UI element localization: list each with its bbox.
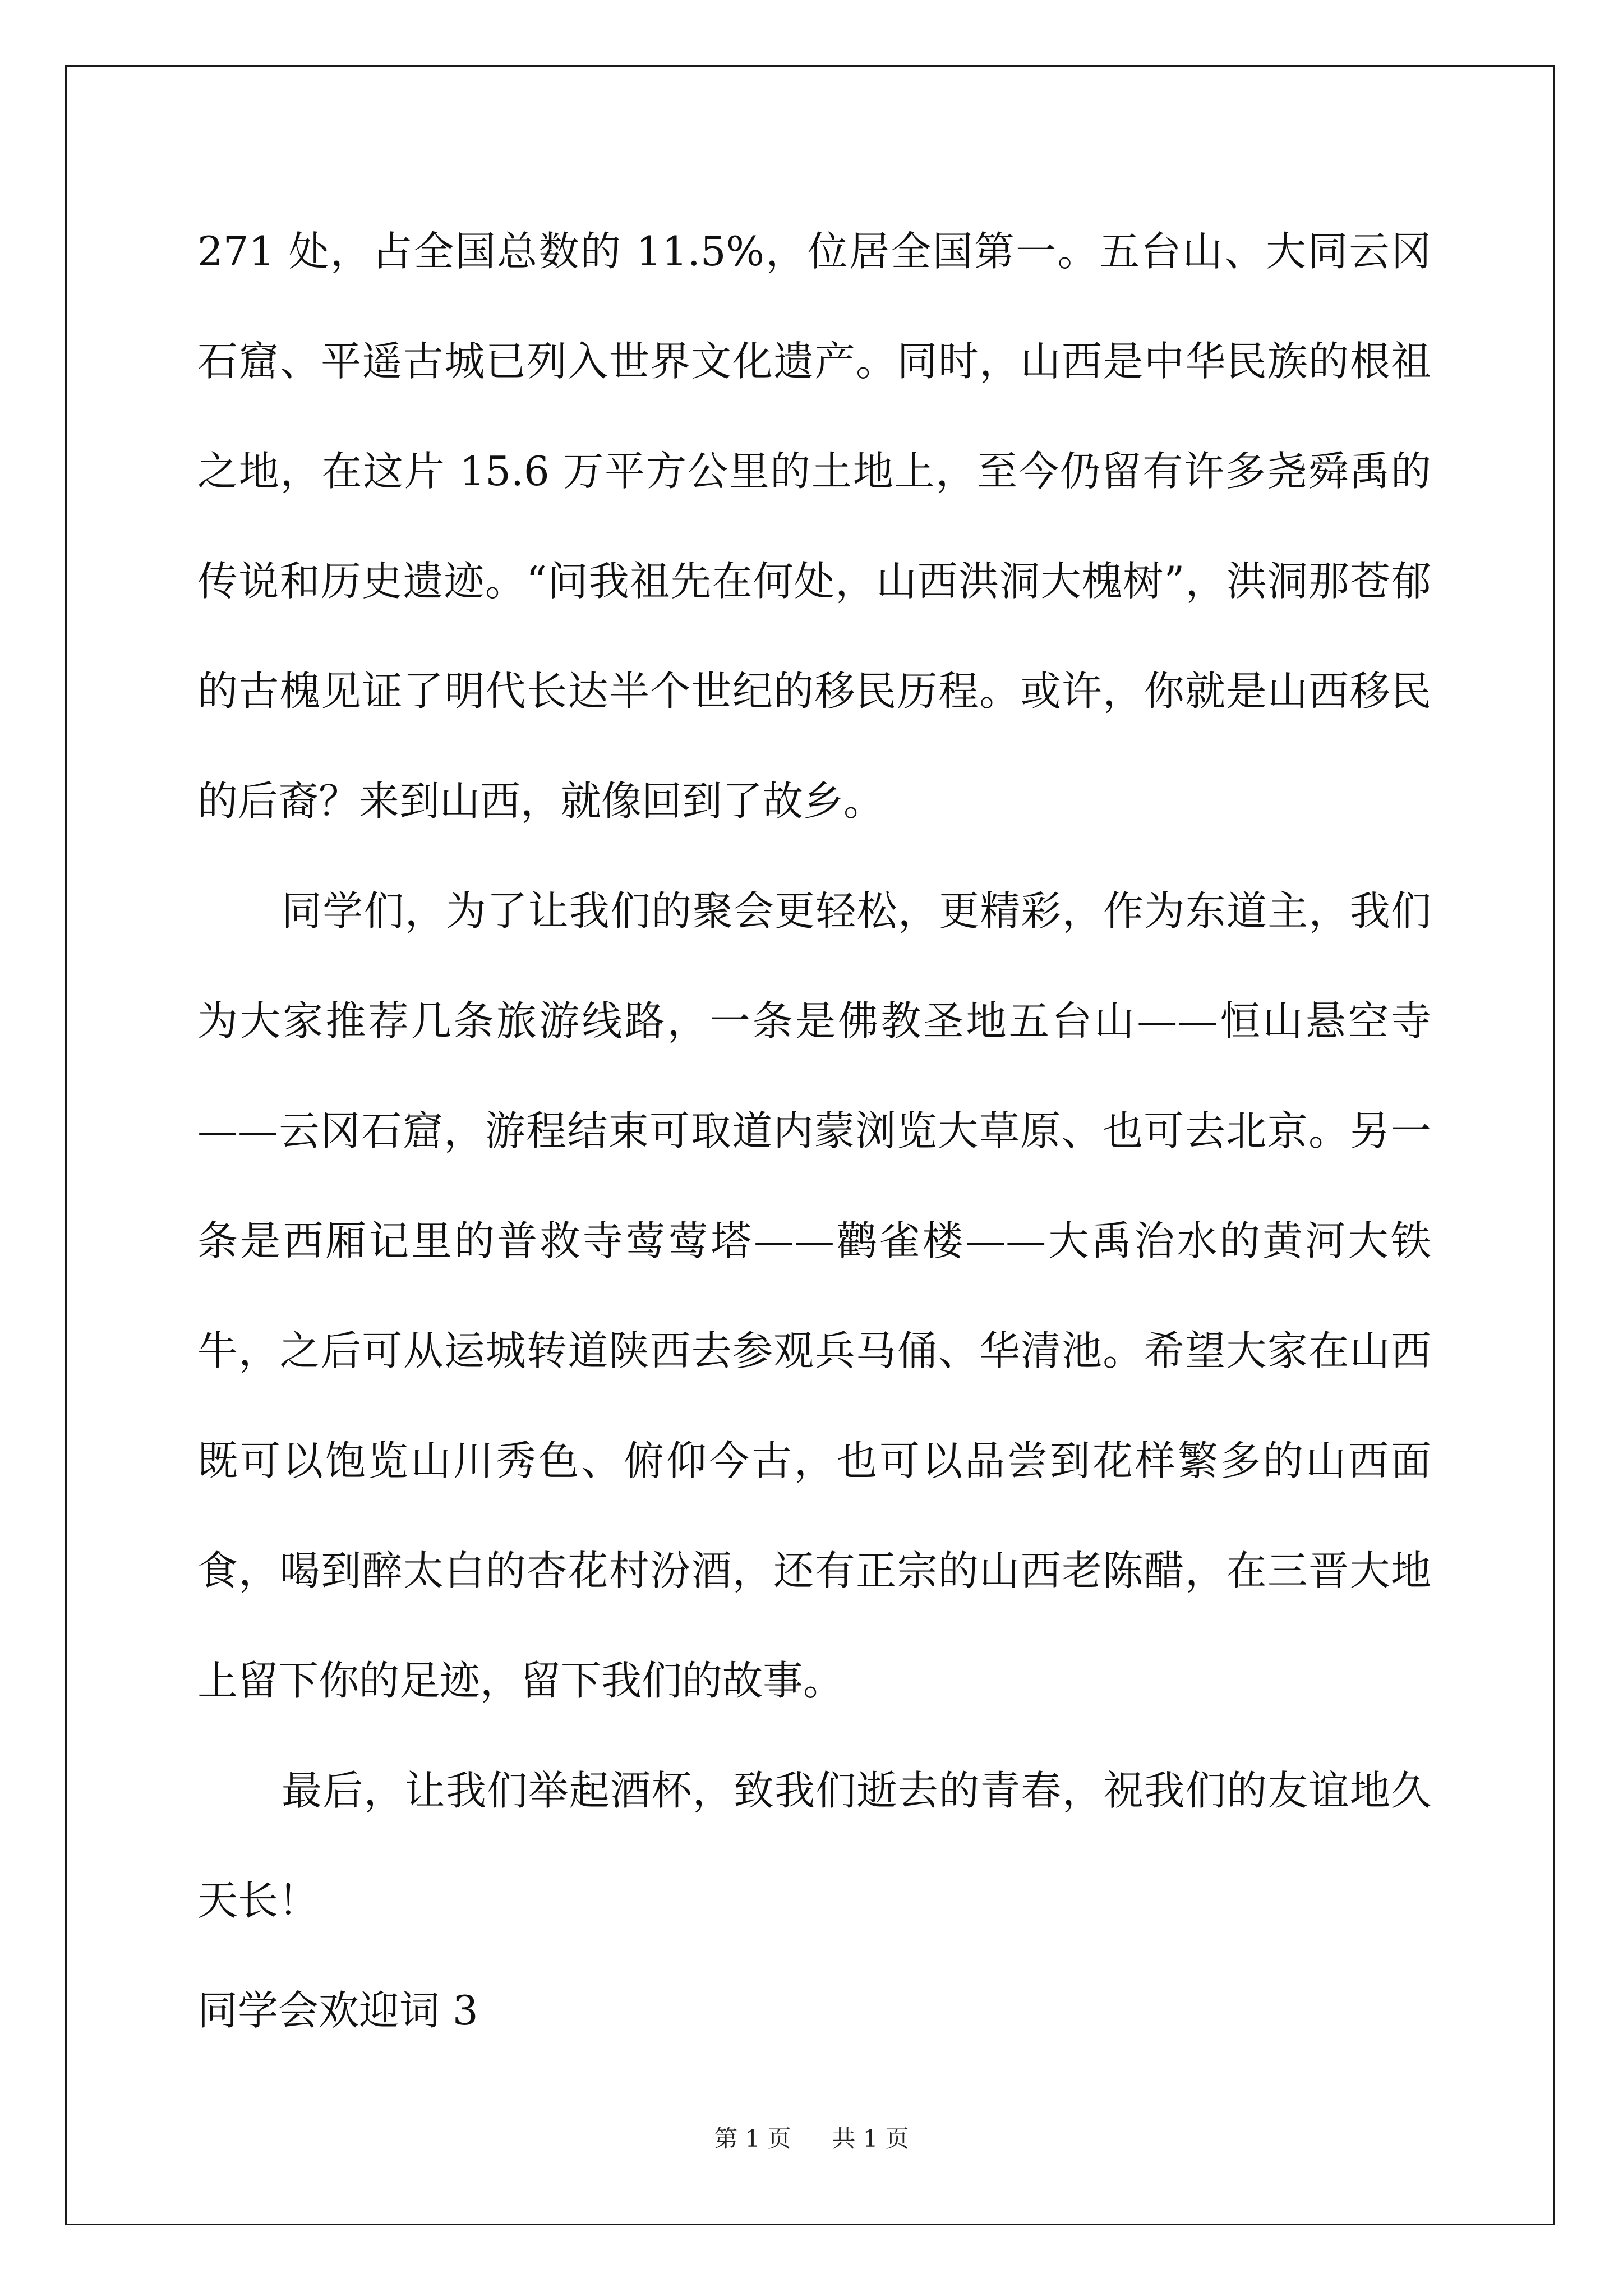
paragraph-1: 271 处，占全国总数的 11.5%，位居全国第一。五台山、大同云冈石窟、平遥古城已列入世界文化遗产。同时，山西是中华民族的根祖之地，在这片 15.6 万平方公里的土地上，至今仍留有许多尧舜禹的传说和历史遗迹。“问我祖先在何处，山西洪洞大槐树”，洪洞那苍郁的古槐见证了明代长达半个世纪的移民历程。或许，你就是山西移民的后裔？来到山西，就像回到了故乡。 [197, 228, 1431, 825]
section-heading: 同学会欢迎词 3 [197, 1987, 478, 2034]
page-total: 共 1 页 [832, 2125, 909, 2152]
page-number: 第 1 页 [714, 2125, 791, 2152]
paragraph-3: 最后，让我们举起酒杯，致我们逝去的青春，祝我们的友谊地久天长！ [197, 1767, 1431, 1924]
paragraph-2: 同学们，为了让我们的聚会更轻松，更精彩，作为东道主，我们为大家推荐几条旅游线路，一条是佛教圣地五台山——恒山悬空寺——云冈石窟，游程结束可取道内蒙浏览大草原、也可去北京。另一条是西厢记里的普救寺莺莺塔——鹳雀楼——大禹治水的黄河大铁牛，之后可从运城转道陕西去参观兵马俑、华清池。希望大家在山西既可以饱览山川秀色、俯仰今古，也可以品尝到花样繁多的山西面食，喝到醉太白的杏花村汾酒，还有正宗的山西老陈醋，在三晋大地上留下你的足迹，留下我们的故事。 [197, 887, 1431, 1704]
page-footer [0, 2120, 1623, 2154]
document-body [197, 196, 1431, 2065]
